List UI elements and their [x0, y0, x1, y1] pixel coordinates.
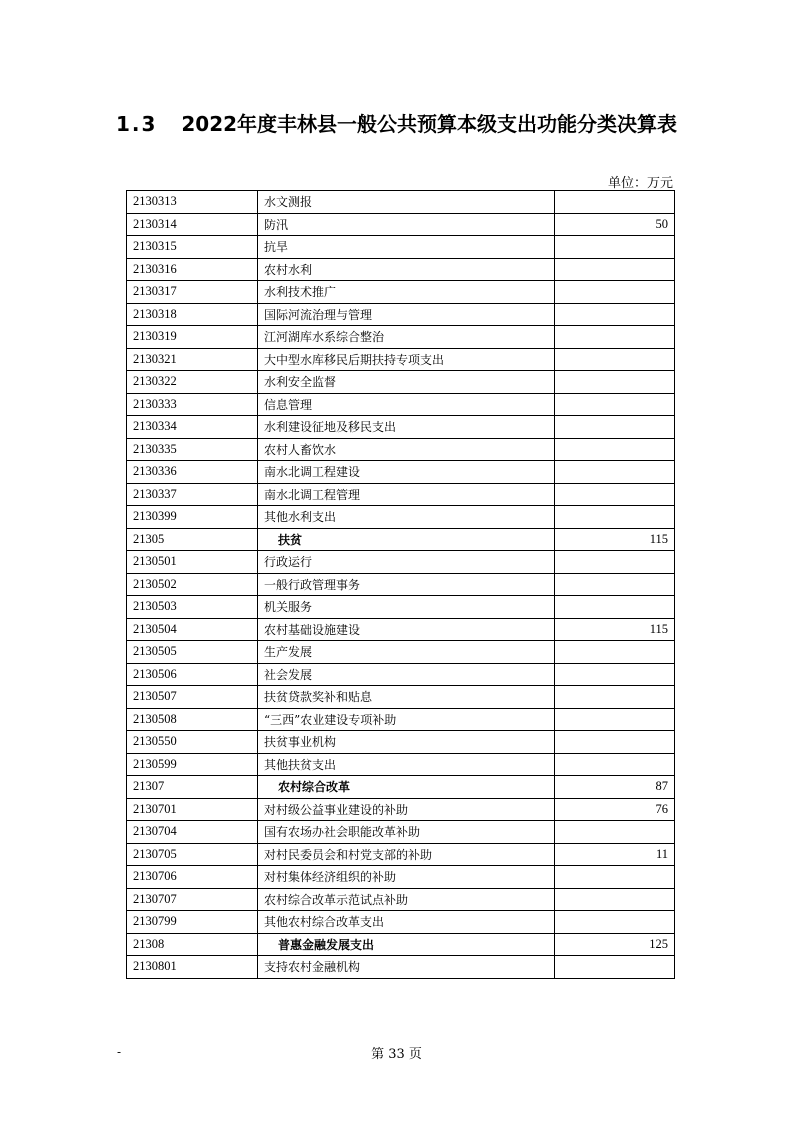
row-name: 扶贫: [258, 528, 555, 551]
row-code: 2130502: [127, 573, 258, 596]
row-code: 2130503: [127, 596, 258, 619]
table-row: [127, 911, 675, 934]
row-amount: [555, 641, 675, 664]
row-amount: 11: [555, 843, 675, 866]
row-amount: [555, 506, 675, 529]
row-amount: [555, 573, 675, 596]
table-row: [127, 663, 675, 686]
row-name: 对村民委员会和村党支部的补助: [258, 843, 555, 866]
table-row: [127, 236, 675, 259]
table-row: [127, 483, 675, 506]
row-name: 其他扶贫支出: [258, 753, 555, 776]
row-name: 抗旱: [258, 236, 555, 259]
row-code: 2130507: [127, 686, 258, 709]
table-row: [127, 551, 675, 574]
row-name: 防汛: [258, 213, 555, 236]
table-row: [127, 933, 675, 956]
row-name: 普惠金融发展支出: [258, 933, 555, 956]
row-code: 21308: [127, 933, 258, 956]
table-row: [127, 506, 675, 529]
row-name: 水利安全监督: [258, 371, 555, 394]
table-row: [127, 956, 675, 979]
row-name: 大中型水库移民后期扶持专项支出: [258, 348, 555, 371]
row-name: 水利技术推广: [258, 281, 555, 304]
row-code: 2130317: [127, 281, 258, 304]
table-row: [127, 821, 675, 844]
row-name: 生产发展: [258, 641, 555, 664]
row-code: 2130501: [127, 551, 258, 574]
row-name: 社会发展: [258, 663, 555, 686]
row-code: 21307: [127, 776, 258, 799]
row-code: 2130801: [127, 956, 258, 979]
row-code: 2130313: [127, 191, 258, 214]
table-row: [127, 191, 675, 214]
row-amount: [555, 191, 675, 214]
row-code: 2130701: [127, 798, 258, 821]
table-row: [127, 686, 675, 709]
row-amount: [555, 281, 675, 304]
page-number: 第 33 页: [371, 1047, 422, 1062]
row-amount: [555, 731, 675, 754]
row-amount: [555, 371, 675, 394]
row-amount: [555, 551, 675, 574]
row-code: 2130508: [127, 708, 258, 731]
row-name: 南水北调工程管理: [258, 483, 555, 506]
row-amount: [555, 416, 675, 439]
row-name: 农村基础设施建设: [258, 618, 555, 641]
row-name: 农村水利: [258, 258, 555, 281]
table-row: [127, 798, 675, 821]
page-title: [0, 108, 793, 137]
row-name: 其他农村综合改革支出: [258, 911, 555, 934]
row-name: 信息管理: [258, 393, 555, 416]
row-amount: [555, 686, 675, 709]
table-row: [127, 393, 675, 416]
row-amount: [555, 348, 675, 371]
row-code: 2130705: [127, 843, 258, 866]
table-row: [127, 618, 675, 641]
row-name: 行政运行: [258, 551, 555, 574]
row-code: 2130333: [127, 393, 258, 416]
row-code: 2130706: [127, 866, 258, 889]
budget-table-body: [127, 191, 675, 979]
row-amount: [555, 663, 675, 686]
row-code: 2130336: [127, 461, 258, 484]
table-row: [127, 753, 675, 776]
footer-dash: -: [117, 1045, 122, 1059]
row-amount: [555, 596, 675, 619]
table-row: [127, 573, 675, 596]
row-code: 2130334: [127, 416, 258, 439]
table-row: [127, 371, 675, 394]
row-amount: [555, 956, 675, 979]
title-number: 1.3: [115, 112, 158, 136]
row-code: 2130799: [127, 911, 258, 934]
table-row: [127, 348, 675, 371]
row-amount: [555, 753, 675, 776]
row-name: 江河湖库水系综合整治: [258, 326, 555, 349]
table-row: [127, 461, 675, 484]
table-row: [127, 731, 675, 754]
row-name: 机关服务: [258, 596, 555, 619]
row-name: 对村级公益事业建设的补助: [258, 798, 555, 821]
table-row: [127, 596, 675, 619]
row-amount: 115: [555, 528, 675, 551]
table-row: [127, 866, 675, 889]
budget-table: [126, 190, 675, 979]
row-amount: [555, 461, 675, 484]
row-amount: 87: [555, 776, 675, 799]
row-amount: [555, 303, 675, 326]
row-code: 2130599: [127, 753, 258, 776]
row-amount: [555, 708, 675, 731]
row-amount: 76: [555, 798, 675, 821]
row-amount: 50: [555, 213, 675, 236]
title-text: 2022年度丰林县一般公共预算本级支出功能分类决算表: [181, 112, 678, 136]
row-amount: [555, 258, 675, 281]
table-row: [127, 641, 675, 664]
row-code: 2130704: [127, 821, 258, 844]
row-code: 2130316: [127, 258, 258, 281]
row-name: 农村综合改革: [258, 776, 555, 799]
row-code: 2130337: [127, 483, 258, 506]
row-code: 2130505: [127, 641, 258, 664]
row-name: 扶贫贷款奖补和贴息: [258, 686, 555, 709]
row-amount: [555, 483, 675, 506]
row-code: 2130506: [127, 663, 258, 686]
row-code: 21305: [127, 528, 258, 551]
row-name: 农村人畜饮水: [258, 438, 555, 461]
table-row: [127, 258, 675, 281]
row-code: 2130318: [127, 303, 258, 326]
table-row: [127, 528, 675, 551]
row-code: 2130550: [127, 731, 258, 754]
row-name: 对村集体经济组织的补助: [258, 866, 555, 889]
row-code: 2130314: [127, 213, 258, 236]
row-code: 2130321: [127, 348, 258, 371]
table-row: [127, 776, 675, 799]
table-row: [127, 438, 675, 461]
row-name: 其他水利支出: [258, 506, 555, 529]
table-row: [127, 326, 675, 349]
row-amount: [555, 821, 675, 844]
row-name: 南水北调工程建设: [258, 461, 555, 484]
row-name: 支持农村金融机构: [258, 956, 555, 979]
row-amount: [555, 888, 675, 911]
row-code: 2130319: [127, 326, 258, 349]
unit-label: 单位：万元: [607, 176, 673, 191]
row-name: 水利建设征地及移民支出: [258, 416, 555, 439]
row-code: 2130399: [127, 506, 258, 529]
row-name: 国有农场办社会职能改革补助: [258, 821, 555, 844]
row-amount: [555, 438, 675, 461]
table-row: [127, 843, 675, 866]
row-amount: [555, 393, 675, 416]
row-code: 2130707: [127, 888, 258, 911]
row-code: 2130322: [127, 371, 258, 394]
row-name: 一般行政管理事务: [258, 573, 555, 596]
row-amount: [555, 326, 675, 349]
row-name: “三西”农业建设专项补助: [258, 708, 555, 731]
table-row: [127, 708, 675, 731]
table-row: [127, 303, 675, 326]
row-amount: [555, 236, 675, 259]
table-row: [127, 281, 675, 304]
row-amount: 115: [555, 618, 675, 641]
row-amount: [555, 866, 675, 889]
row-code: 2130335: [127, 438, 258, 461]
row-code: 2130315: [127, 236, 258, 259]
table-row: [127, 416, 675, 439]
row-name: 国际河流治理与管理: [258, 303, 555, 326]
row-name: 水文测报: [258, 191, 555, 214]
table-row: [127, 213, 675, 236]
row-amount: 125: [555, 933, 675, 956]
row-name: 扶贫事业机构: [258, 731, 555, 754]
row-code: 2130504: [127, 618, 258, 641]
row-name: 农村综合改革示范试点补助: [258, 888, 555, 911]
table-row: [127, 888, 675, 911]
row-amount: [555, 911, 675, 934]
